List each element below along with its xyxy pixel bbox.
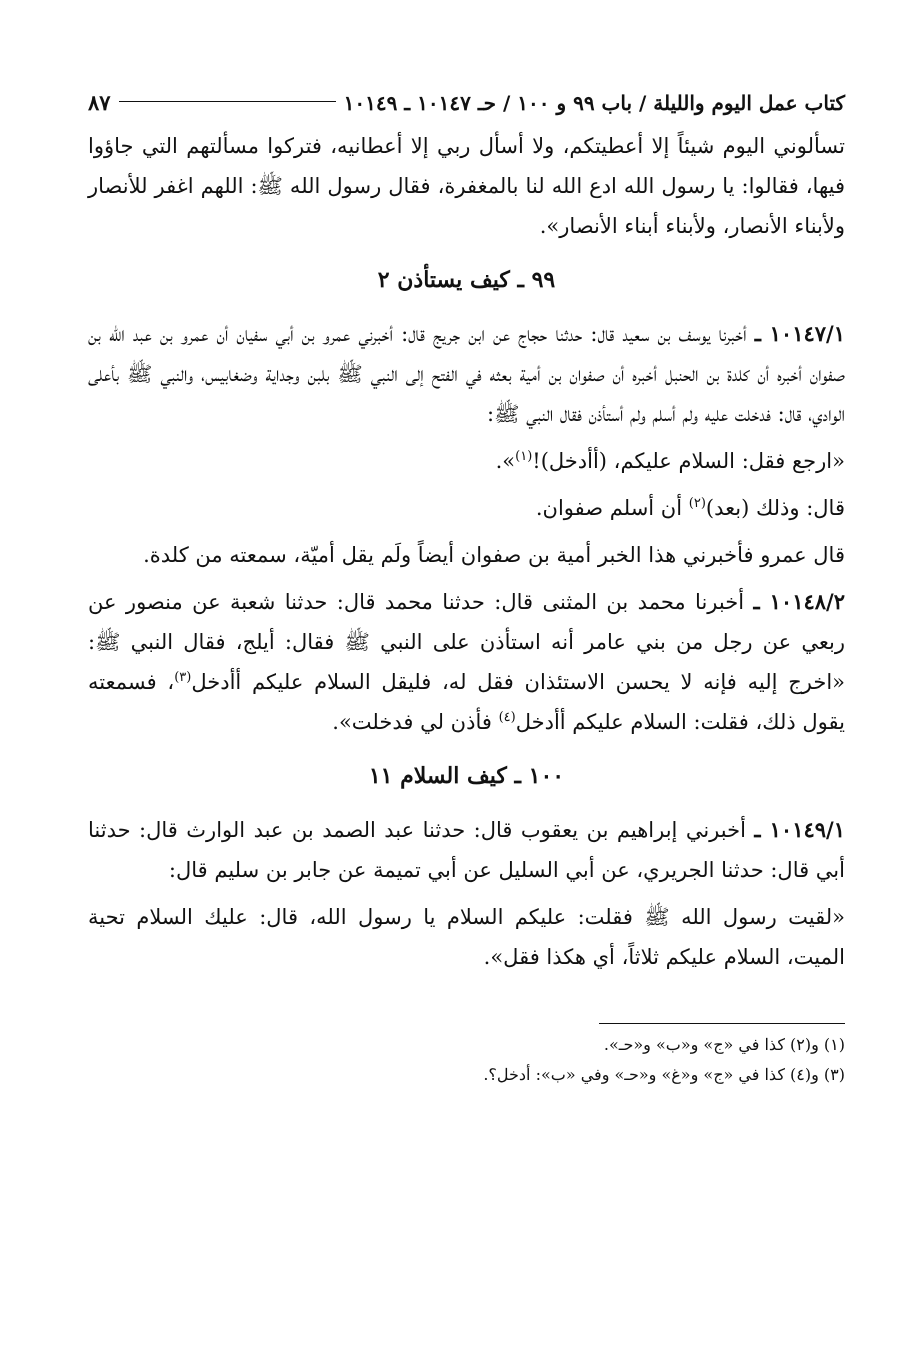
footnote-ref-1: (١): [515, 449, 533, 464]
quote-return: [88, 441, 845, 481]
paragraph-text: تسألوني اليوم شيئاً إلا أعطيتكم، ولا أسأل ربي إلا أعطانيه، فتركوا مسألتهم التي جاؤوا فيها، فقالوا: يا رسول الله ادع الله لنا بالمغفرة، فقال رسول الله ﷺ: اللهم اغفر للأنصار ولأبناء الأنصار، ولأبناء أبناء الأنصار».: [88, 134, 845, 238]
footnote-ref-2: (٢): [688, 496, 706, 511]
paragraph-text: قال عمرو فأخبرني هذا الخبر أمية بن صفوان أيضاً ولَم يقل أميّة، سمعته من كلدة.: [143, 543, 845, 567]
quote-end: ».: [495, 449, 516, 473]
hadith-text-cont: ، فسمعته يقول ذلك، فقلت: السلام عليكم أأدخل: [88, 670, 845, 734]
quote-text: قال: وذلك (بعد): [705, 496, 845, 520]
footnote-ref-3: (٣): [174, 670, 192, 685]
paragraph-amr: [88, 535, 845, 575]
footnote-1-2: (١) و(٢) كذا في «ج» و«ب» و«حـ».: [603, 1035, 845, 1054]
footnote-ref-4: (٤): [498, 710, 516, 725]
page-number: ٨٧: [88, 90, 111, 115]
quote-end: أن أسلم صفوان.: [535, 496, 689, 520]
footnote-separator: [599, 1023, 845, 1024]
hadith-number: ١٠١٤٩/١ ـ: [754, 817, 846, 842]
running-head-title: كتاب عمل اليوم والليلة / باب ٩٩ و ١٠٠ / حـ ١٠١٤٧ ـ ١٠١٤٩: [343, 91, 845, 115]
footnote-3-4: (٣) و(٤) كذا في «ج» و«غ» و«حـ» وفي «ب»: أدخل؟.: [483, 1065, 845, 1084]
running-head-rule: [119, 101, 336, 102]
hadith-10149: [88, 810, 845, 890]
hadith-10147: [88, 314, 845, 434]
hadith-text: أخبرنا محمد بن المثنى قال: حدثنا محمد قال: حدثنا شعبة عن منصور عن ربعي عن رجل من بني عامر أنه استأذن على النبي ﷺ فقال: أيلج، فقال النبي ﷺ: «اخرج إليه فإنه لا يحسن الاستئذان فقل له، فليقل السلام عليكم أأدخل: [88, 590, 846, 694]
running-head: [88, 86, 845, 120]
hadith-number: ١٠١٤٧/١ ـ: [754, 321, 845, 346]
paragraph-text: «لقيت رسول الله ﷺ فقلت: عليكم السلام يا رسول الله، قال: عليك السلام تحية الميت، السلام عليكم ثلاثاً، أي هكذا فقل».: [88, 905, 845, 969]
hadith-10148: [88, 582, 845, 742]
chapter-heading-100: ١٠٠ ـ كيف السلام ١١: [368, 763, 565, 789]
hadith-text-end: فأذن لي فدخلت».: [332, 710, 499, 734]
hadith-number: ١٠١٤٨/٢ ـ: [753, 589, 845, 614]
hadith-text: أخبرنا يوسف بن سعيد قال: حدثنا حجاج عن ابن جريج قال: أخبرني عمرو بن أبي سفيان أن عمرو بن عبد الله بن صفوان أخبره أن كلدة بن الحنبل أخبره أن صفوان بن أمية بعثه في الفتح إلى النبي ﷺ بلبن وجداية وضغابيس، والنبي ﷺ بأعلى الوادي، قال: فدخلت عليه ولم أسلم ولم أستأذن فقال النبي ﷺ:: [88, 322, 845, 426]
hadith-text: أخبرني إبراهيم بن يعقوب قال: حدثنا عبد الصمد بن عبد الوارث قال: حدثنا أبي قال: حدثنا الجريري، عن أبي السليل عن أبي تميمة عن جابر بن سليم قال:: [88, 818, 845, 882]
chapter-heading-99: ٩٩ ـ كيف يستأذن ٢: [377, 267, 556, 293]
quote-text: «ارجع فقل: السلام عليكم، (أأدخل)!: [532, 449, 845, 473]
quote-greeting: [88, 897, 845, 977]
paragraph-continuation: [88, 126, 845, 246]
book-page: [88, 86, 845, 1090]
quote-after-islam: [88, 488, 845, 528]
